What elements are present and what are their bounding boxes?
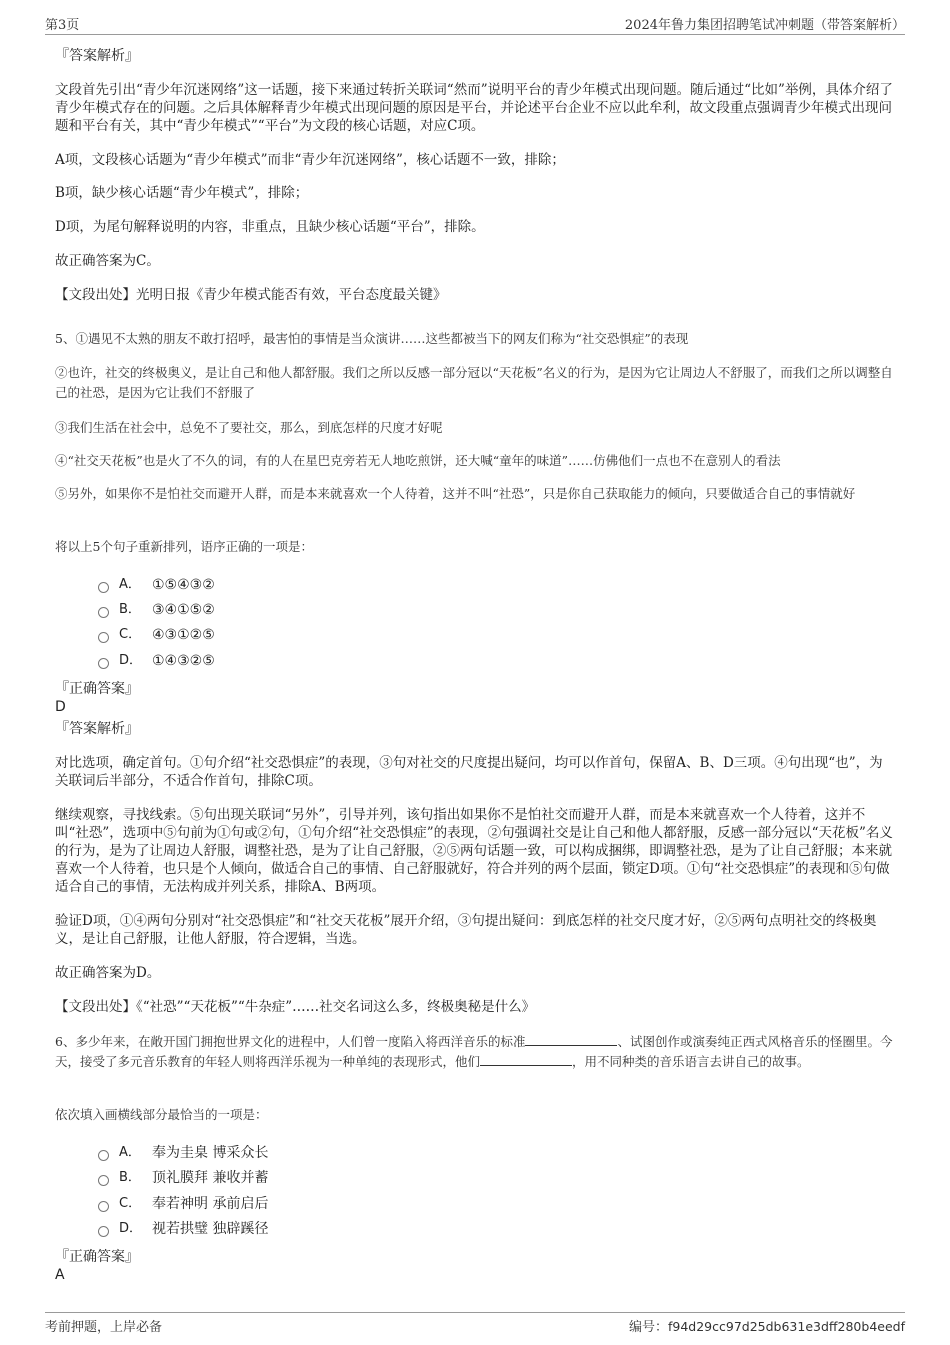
q6-stem: 6、多少年来，在敞开国门拥抱世界文化的进程中，人们曾一度陷入将西洋音乐的标准 、试图创作或演奏纯正西式风格音乐的怪圈里。今天，接受了多元音乐教育的年轻人则将西洋乐视为一种单纯的表现形式，他们 ，用不同种类的音乐语言去讲自己的故事。 <box>55 1034 893 1069</box>
page-header <box>45 14 905 35</box>
q5-correct-label: 『正确答案』 <box>55 681 139 697</box>
q6-correct-label: 『正确答案』 <box>55 1249 139 1265</box>
q6-option-a[interactable]: A． 奉为圭臬 博采众长 <box>98 1144 268 1162</box>
radio-icon[interactable] <box>98 1175 109 1186</box>
q4-analysis-option-d: D项，为尾句解释说明的内容，非重点，且缺少核心话题“平台”，排除。 <box>55 219 485 235</box>
radio-icon[interactable] <box>98 582 109 593</box>
q4-source: 【文段出处】光明日报《青少年模式能否有效，平台态度最关键》 <box>55 287 447 303</box>
q5-correct-answer: D <box>55 699 66 715</box>
q5-analysis-paragraph-2: 继续观察，寻找线索。⑤句出现关联词“另外”，引导并列，该句指出如果你不是怕社交而避开人群，而是本来就喜欢一个人待着，这并不叫“社恐”，选项中⑤句前为①句或②句，①句介绍“社交恐惧症”的表现，②句强调社交是让自己和他人都舒服，反感一部分冠以“天花板”名义的行为，是为了让周边人舒服，调整社恐，是为了让自己舒服，②⑤两句话题一致，可以构成捆绑，即调整社恐，是为了让自己舒服；本来就喜欢一个人待着，也只是个人倾向，做适合自己的事情、自己舒服就好，符合并列的两个层面，锁定D项。①句“社交恐惧症”的表现和⑤句做适合自己的事情，无法构成并列关系，排除A、B两项。 <box>55 807 893 895</box>
q4-analysis-option-b: B项，缺少核心话题“青少年模式”，排除； <box>55 185 309 201</box>
footer-slogan: 考前押题，上岸必备 <box>45 1320 163 1335</box>
q5-analysis-label: 『答案解析』 <box>55 721 139 737</box>
q6-option-d[interactable]: D． 视若拱璧 独辟蹊径 <box>98 1220 268 1238</box>
q6-option-c[interactable]: C． 奉若神明 承前启后 <box>98 1195 268 1213</box>
q6-prompt: 依次填入画横线部分最恰当的一项是： <box>55 1107 268 1122</box>
q5-prompt: 将以上5个句子重新排列，语序正确的一项是： <box>55 539 313 554</box>
radio-icon[interactable] <box>98 1201 109 1212</box>
q4-analysis-paragraph: 文段首先引出“青少年沉迷网络”这一话题，接下来通过转折关联词“然而”说明平台的青少年模式出现问题。随后通过“比如”举例，具体介绍了青少年模式存在的问题。之后具体解释青少年模式出现问题的原因是平台，并论述平台企业不应以此牟利，故文段重点强调青少年模式出现问题和平台有关，其中“青少年模式”“平台”为文段的核心话题，对应C项。 <box>55 82 893 134</box>
radio-icon[interactable] <box>98 1226 109 1237</box>
q6-option-b[interactable]: B． 顶礼膜拜 兼收并蓄 <box>98 1169 268 1187</box>
q5-option-c[interactable]: C． ④③①②⑤ <box>98 626 215 644</box>
radio-icon[interactable] <box>98 658 109 669</box>
q4-analysis-label: 『答案解析』 <box>55 48 139 64</box>
radio-icon[interactable] <box>98 1150 109 1161</box>
radio-icon[interactable] <box>98 632 109 643</box>
page-number: 第3页 <box>45 18 80 33</box>
q6-correct-answer: A <box>55 1267 65 1283</box>
q5-analysis-paragraph-1: 对比选项，确定首句。①句介绍“社交恐惧症”的表现，③句对社交的尺度提出疑问，均可以作首句，保留A、B、D三项。④句出现“也”，为关联词后半部分，不适合作首句，排除C项。 <box>55 755 883 789</box>
blank-line <box>480 1053 572 1066</box>
q5-conclusion: 故正确答案为D。 <box>55 965 161 981</box>
page-footer <box>45 1312 905 1335</box>
q5-option-d[interactable]: D． ①④③②⑤ <box>98 652 215 670</box>
q4-analysis-option-a: A项，文段核心话题为“青少年模式”而非“青少年沉迷网络”，核心话题不一致，排除； <box>55 152 565 168</box>
q5-sentence-3: ③我们生活在社会中，总免不了要社交，那么，到底怎样的尺度才好呢 <box>55 420 443 435</box>
q5-option-a[interactable]: A． ①⑤④③② <box>98 576 215 594</box>
q4-conclusion: 故正确答案为C。 <box>55 253 160 269</box>
q5-analysis-paragraph-3: 验证D项，①④两句分别对“社交恐惧症”和“社交天花板”展开介绍，③句提出疑问：到底怎样的社交尺度才好，②⑤两句点明社交的终极奥义，是让自己舒服，让他人舒服，符合逻辑，当选。 <box>55 913 877 947</box>
q5-sentence-2: ②也许，社交的终极奥义，是让自己和他人都舒服。我们之所以反感一部分冠以“天花板”名义的行为，是因为它让周边人不舒服了，而我们之所以调整自己的社恐，是因为它让我们不舒服了 <box>55 365 893 400</box>
q5-option-b[interactable]: B． ③④①⑤② <box>98 601 215 619</box>
q5-sentence-4: ④“社交天花板”也是火了不久的词，有的人在星巴克旁若无人地吃煎饼，还大喊“童年的味道”……仿佛他们一点也不在意别人的看法 <box>55 453 781 468</box>
blank-line <box>525 1033 617 1046</box>
q5-source: 【文段出处】《“社恐”“天花板”“牛杂症”……社交名词这么多，终极奥秘是什么》 <box>55 999 536 1015</box>
q5-sentence-1: 5、①遇见不太熟的朋友不敢打招呼，最害怕的事情是当众演讲……这些都被当下的网友们称为“社交恐惧症”的表现 <box>55 331 689 346</box>
footer-code: 编号：f94d29cc97d25db631e3dff280b4eedf <box>628 1319 905 1335</box>
q5-sentence-5: ⑤另外，如果你不是怕社交而避开人群，而是本来就喜欢一个人待着，这并不叫“社恐”，只是你自己获取能力的倾向，只要做适合自己的事情就好 <box>55 486 856 501</box>
radio-icon[interactable] <box>98 607 109 618</box>
document-title: 2024年鲁力集团招聘笔试冲刺题（带答案解析） <box>624 18 905 33</box>
